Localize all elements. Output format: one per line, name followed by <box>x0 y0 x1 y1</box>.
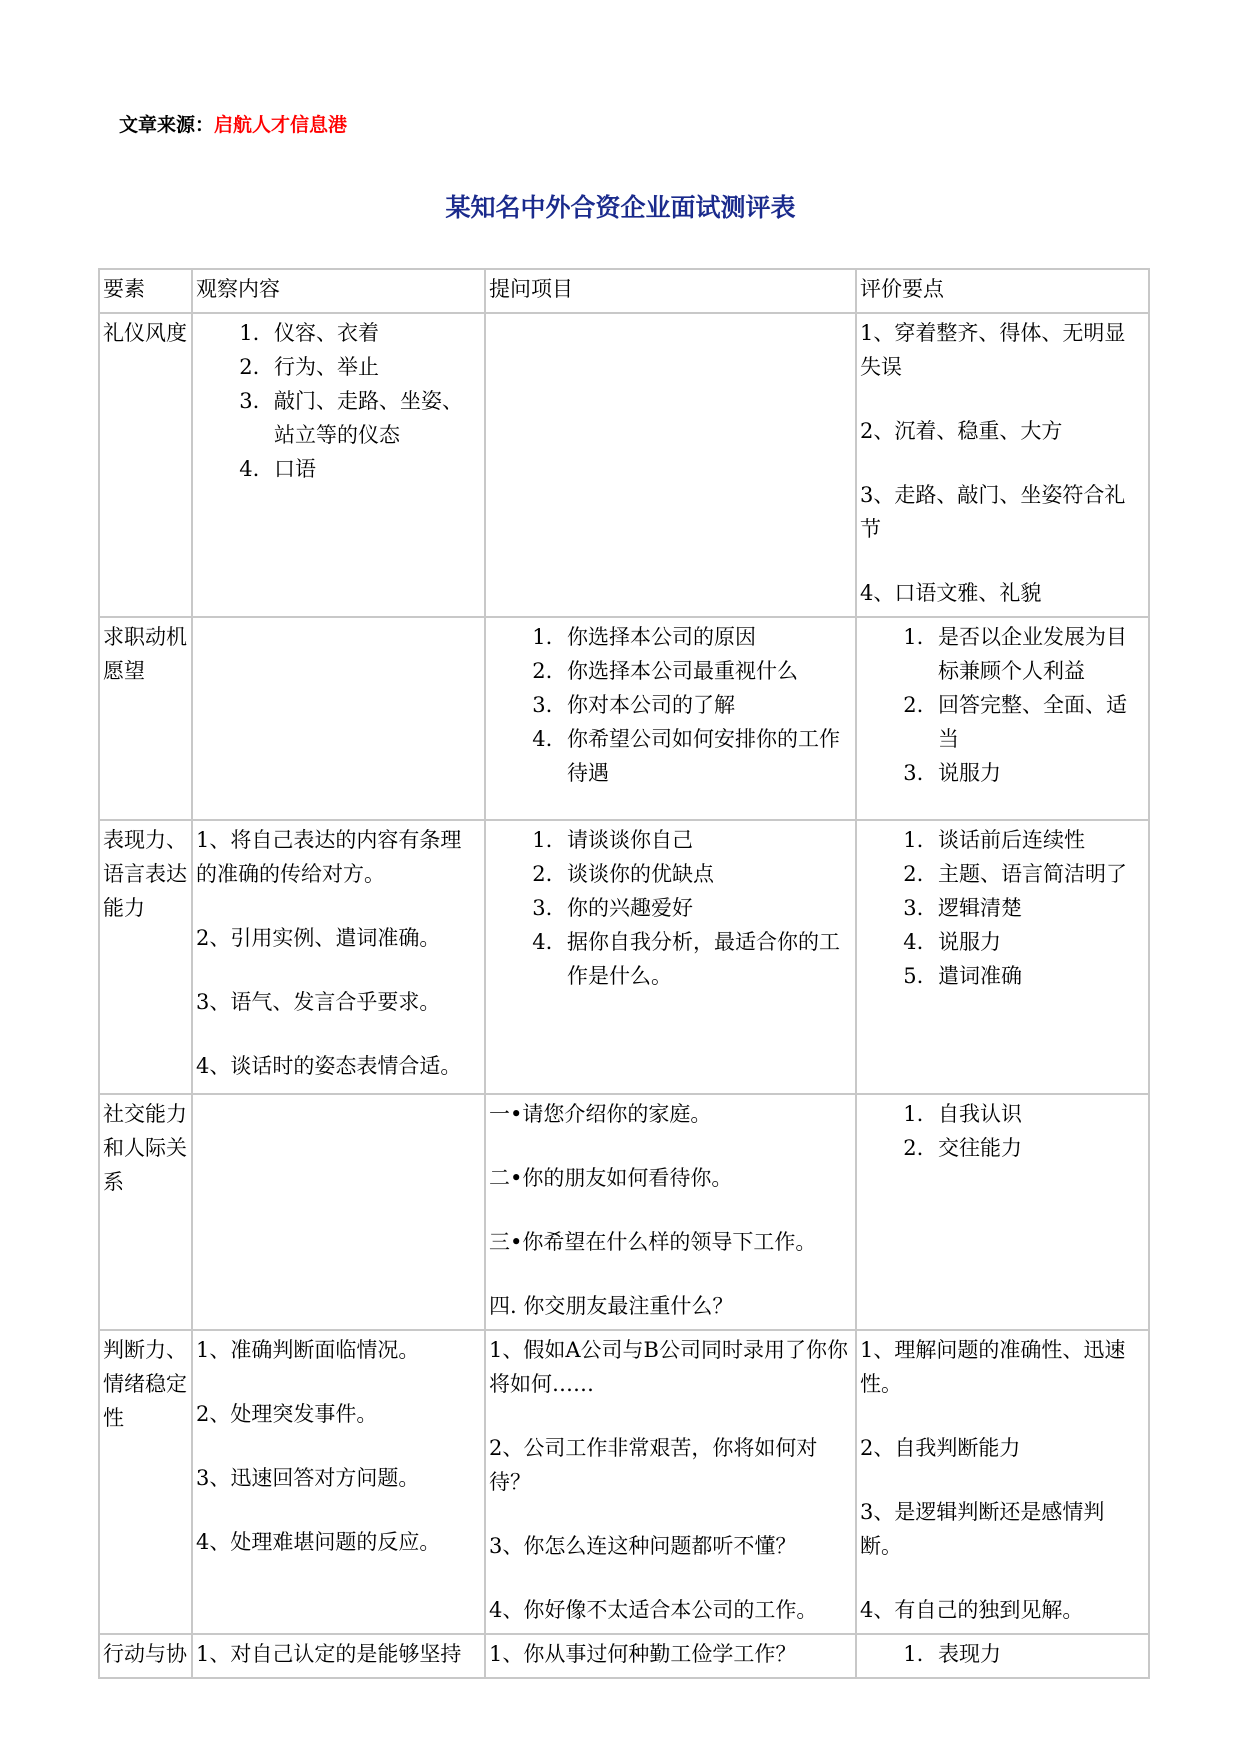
cell-paragraph: 3、语气、发言合乎要求。 <box>196 990 441 1014</box>
list-item: 2. 谈谈你的优缺点 <box>559 857 852 891</box>
table-row <box>99 617 1149 820</box>
observe-cell <box>192 1634 485 1678</box>
list-item: 1. 谈话前后连续性 <box>930 823 1145 857</box>
points-list <box>860 823 1145 993</box>
list-item: 4. 说服力 <box>930 925 1145 959</box>
questions-cell <box>485 1094 856 1330</box>
cell-paragraph: 4、你好像不太适合本公司的工作。 <box>489 1598 818 1622</box>
points-cell <box>856 820 1149 1094</box>
list-item: 1. 仪容、衣着 <box>266 316 481 350</box>
points-cell <box>856 313 1149 617</box>
observe-cell <box>192 313 485 617</box>
cell-paragraph: 2、公司工作非常艰苦，你将如何对待？ <box>489 1436 818 1494</box>
cell-paragraph: 4、口语文雅、礼貌 <box>860 581 1042 605</box>
cell-paragraph: 二•你的朋友如何看待你。 <box>489 1166 733 1190</box>
list-item: 1. 表现力 <box>930 1637 1145 1671</box>
factor-cell: 判断力、情绪稳定性 <box>99 1330 192 1634</box>
list-item: 3. 你对本公司的了解 <box>559 688 852 722</box>
cell-paragraph: 4、谈话时的姿态表情合适。 <box>196 1054 462 1078</box>
questions-cell <box>485 617 856 820</box>
list-item: 3. 你的兴趣爱好 <box>559 891 852 925</box>
table-header-row <box>99 269 1149 313</box>
page-title: 某知名中外合资企业面试测评表 <box>445 193 796 222</box>
points-cell <box>856 617 1149 820</box>
list-item: 1. 请谈谈你自己 <box>559 823 852 857</box>
cell-paragraph: 一•请您介绍你的家庭。 <box>489 1102 712 1126</box>
points-cell <box>856 1330 1149 1634</box>
cell-paragraph: 1、穿着整齐、得体、无明显失误 <box>860 321 1126 379</box>
list-item: 2. 行为、举止 <box>266 350 481 384</box>
factor-cell: 求职动机愿望 <box>99 617 192 820</box>
observe-cell <box>192 1094 485 1330</box>
cell-paragraph: 4、有自己的独到见解。 <box>860 1598 1084 1622</box>
list-item: 3. 敲门、走路、坐姿、站立等的仪态 <box>266 384 481 452</box>
list-item: 2. 你选择本公司最重视什么 <box>559 654 852 688</box>
header-factor: 要素 <box>99 269 192 313</box>
list-item: 4. 据你自我分析，最适合你的工作是什么。 <box>559 925 852 993</box>
article-source <box>119 110 347 137</box>
cell-paragraph: 1、你从事过何种勤工俭学工作？ <box>489 1642 797 1666</box>
factor-cell: 礼仪风度 <box>99 313 192 617</box>
cell-paragraph: 3、迅速回答对方问题。 <box>196 1466 420 1490</box>
article-source-value: 启航人才信息港 <box>214 114 348 136</box>
list-item: 4. 口语 <box>266 452 481 486</box>
questions-cell <box>485 313 856 617</box>
observe-cell <box>192 820 485 1094</box>
points-list <box>860 1637 1145 1671</box>
list-item: 1. 是否以企业发展为目标兼顾个人利益 <box>930 620 1145 688</box>
header-observe: 观察内容 <box>192 269 485 313</box>
table-row <box>99 1094 1149 1330</box>
cell-paragraph: 3、是逻辑判断还是感情判断。 <box>860 1500 1105 1558</box>
list-item: 1. 自我认识 <box>930 1097 1145 1131</box>
list-item: 2. 交往能力 <box>930 1131 1145 1165</box>
points-cell <box>856 1634 1149 1678</box>
questions-list <box>489 823 852 993</box>
header-points: 评价要点 <box>856 269 1149 313</box>
cell-paragraph: 三•你希望在什么样的领导下工作。 <box>489 1230 817 1254</box>
evaluation-table <box>98 268 1150 1679</box>
list-item: 3. 逻辑清楚 <box>930 891 1145 925</box>
list-item: 4. 你希望公司如何安排你的工作待遇 <box>559 722 852 790</box>
cell-paragraph: 1、理解问题的准确性、迅速性。 <box>860 1338 1126 1396</box>
list-item: 2. 回答完整、全面、适当 <box>930 688 1145 756</box>
points-list <box>860 620 1145 790</box>
table-row <box>99 820 1149 1094</box>
points-list <box>860 1097 1145 1165</box>
cell-paragraph: 1、准确判断面临情况。 <box>196 1338 420 1362</box>
cell-paragraph: 2、处理突发事件。 <box>196 1402 378 1426</box>
list-item: 3. 说服力 <box>930 756 1145 790</box>
table-row <box>99 1330 1149 1634</box>
list-item: 2. 主题、语言简洁明了 <box>930 857 1145 891</box>
article-source-label: 文章来源： <box>119 114 215 136</box>
cell-paragraph: 2、自我判断能力 <box>860 1436 1021 1460</box>
points-cell <box>856 1094 1149 1330</box>
factor-cell: 社交能力和人际关系 <box>99 1094 192 1330</box>
observe-list <box>196 316 481 486</box>
list-item: 5. 遣词准确 <box>930 959 1145 993</box>
factor-cell: 行动与协 <box>99 1634 192 1678</box>
cell-paragraph: 2、沉着、稳重、大方 <box>860 419 1063 443</box>
table-row <box>99 313 1149 617</box>
factor-cell: 表现力、语言表达能力 <box>99 820 192 1094</box>
cell-paragraph: 2、引用实例、遣词准确。 <box>196 926 441 950</box>
questions-cell <box>485 1634 856 1678</box>
questions-cell <box>485 1330 856 1634</box>
questions-list <box>489 620 852 790</box>
cell-paragraph: 3、走路、敲门、坐姿符合礼节 <box>860 483 1126 541</box>
cell-paragraph: 1、将自己表达的内容有条理的准确的传给对方。 <box>196 828 462 886</box>
cell-paragraph: 4、处理难堪问题的反应。 <box>196 1530 441 1554</box>
table-row <box>99 1634 1149 1678</box>
cell-paragraph: 3、你怎么连这种问题都听不懂？ <box>489 1534 797 1558</box>
cell-paragraph: 1、对自己认定的是能够坚持 <box>196 1642 462 1666</box>
header-questions: 提问项目 <box>485 269 856 313</box>
observe-cell <box>192 1330 485 1634</box>
cell-paragraph: 1、假如A公司与B公司同时录用了你你将如何…… <box>489 1338 848 1396</box>
cell-paragraph: 四. 你交朋友最注重什么？ <box>489 1294 734 1318</box>
observe-cell <box>192 617 485 820</box>
questions-cell <box>485 820 856 1094</box>
list-item: 1. 你选择本公司的原因 <box>559 620 852 654</box>
